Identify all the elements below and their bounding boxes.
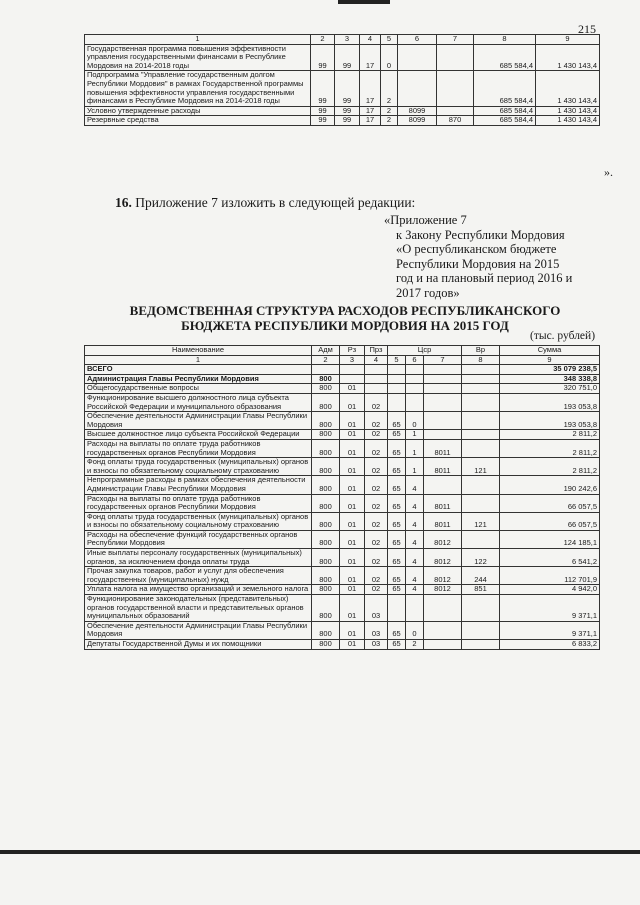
column-number: 4 <box>365 355 388 365</box>
row-csr-3 <box>424 374 462 384</box>
row-csr-3 <box>424 365 462 375</box>
table-row <box>85 494 600 512</box>
row-code: 2 <box>381 116 398 126</box>
table-header-row <box>85 346 600 356</box>
row-sum: 1 430 143,4 <box>536 116 600 126</box>
row-sum: 685 584,4 <box>474 106 536 116</box>
row-code: 870 <box>437 116 474 126</box>
column-number: 1 <box>85 355 312 365</box>
row-prz: 02 <box>365 512 388 530</box>
row-adm: 800 <box>312 412 340 430</box>
row-vr: 122 <box>462 549 500 567</box>
row-code: 99 <box>335 71 360 106</box>
annex-line: 2017 годов» <box>396 285 460 300</box>
row-csr-1: 65 <box>388 585 406 595</box>
header-rz: Рз <box>340 346 365 356</box>
row-vr: 244 <box>462 567 500 585</box>
table-row <box>85 640 600 650</box>
row-name: Фонд оплаты труда государственных (муниципальных) органов и взносы по обязательному социальному страхованию <box>85 512 312 530</box>
row-vr <box>462 365 500 375</box>
row-name: Государственная программа повышения эффективности управления государственными финансами в Республике Мордовия на 2014-2018 годы <box>85 44 311 71</box>
row-csr-1: 65 <box>388 621 406 639</box>
row-adm: 800 <box>312 494 340 512</box>
row-csr-3 <box>424 393 462 411</box>
column-number: 9 <box>536 35 600 45</box>
row-sum: 2 811,2 <box>500 458 600 476</box>
table-row <box>85 44 600 71</box>
column-number: 8 <box>462 355 500 365</box>
row-csr-1 <box>388 365 406 375</box>
row-code: 99 <box>311 71 335 106</box>
column-number: 3 <box>335 35 360 45</box>
annex-line: «Приложение 7 <box>384 213 467 227</box>
row-code <box>437 44 474 71</box>
row-sum: 348 338,8 <box>500 374 600 384</box>
row-sum: 1 430 143,4 <box>536 71 600 106</box>
row-adm: 800 <box>312 458 340 476</box>
row-sum: 1 430 143,4 <box>536 44 600 71</box>
row-code: 8099 <box>398 106 437 116</box>
row-name: Расходы на выплаты по оплате труда работников государственных органов Республики Мордовия <box>85 494 312 512</box>
row-prz: 02 <box>365 567 388 585</box>
row-adm: 800 <box>312 476 340 494</box>
row-vr <box>462 430 500 440</box>
row-sum: 124 185,1 <box>500 530 600 548</box>
table-row <box>85 530 600 548</box>
row-prz: 02 <box>365 585 388 595</box>
header-adm: Адм <box>312 346 340 356</box>
column-number: 4 <box>360 35 381 45</box>
row-rz: 01 <box>340 476 365 494</box>
table-row <box>85 595 600 622</box>
column-number: 7 <box>424 355 462 365</box>
row-adm: 800 <box>312 430 340 440</box>
row-csr-2: 1 <box>406 458 424 476</box>
row-csr-2: 4 <box>406 585 424 595</box>
table-row <box>85 374 600 384</box>
row-adm: 800 <box>312 439 340 457</box>
row-csr-1 <box>388 384 406 394</box>
row-vr: 851 <box>462 585 500 595</box>
row-name: ВСЕГО <box>85 365 312 375</box>
row-sum: 193 053,8 <box>500 412 600 430</box>
row-csr-1 <box>388 393 406 411</box>
row-sum: 190 242,6 <box>500 476 600 494</box>
row-sum: 2 811,2 <box>500 430 600 440</box>
row-adm: 800 <box>312 621 340 639</box>
row-csr-1: 65 <box>388 549 406 567</box>
row-csr-3: 8011 <box>424 494 462 512</box>
departmental-structure-table <box>84 345 600 650</box>
row-csr-1 <box>388 595 406 622</box>
row-csr-2 <box>406 384 424 394</box>
row-vr <box>462 621 500 639</box>
row-csr-3: 8011 <box>424 439 462 457</box>
annex-header <box>384 213 572 301</box>
row-sum: 685 584,4 <box>474 116 536 126</box>
table-row <box>85 412 600 430</box>
scan-artifact <box>0 850 640 854</box>
row-vr <box>462 374 500 384</box>
row-sum: 1 430 143,4 <box>536 106 600 116</box>
row-rz: 01 <box>340 439 365 457</box>
row-csr-2: 4 <box>406 476 424 494</box>
row-rz: 01 <box>340 384 365 394</box>
column-number: 2 <box>311 35 335 45</box>
row-adm: 800 <box>312 530 340 548</box>
row-sum: 9 371,1 <box>500 595 600 622</box>
row-csr-3 <box>424 412 462 430</box>
row-rz: 01 <box>340 494 365 512</box>
page-number: 215 <box>578 22 596 36</box>
row-vr <box>462 494 500 512</box>
row-name: Функционирование высшего должностного лица субъекта Российской Федерации и муниципального образования <box>85 393 312 411</box>
row-name: Обеспечение деятельности Администрации Главы Республики Мордовия <box>85 412 312 430</box>
amendment-number: 16. <box>115 195 132 210</box>
row-rz: 01 <box>340 621 365 639</box>
row-code: 17 <box>360 106 381 116</box>
row-csr-2: 4 <box>406 549 424 567</box>
row-sum: 66 057,5 <box>500 512 600 530</box>
row-prz: 02 <box>365 393 388 411</box>
row-csr-2 <box>406 393 424 411</box>
table-row <box>85 430 600 440</box>
row-sum: 4 942,0 <box>500 585 600 595</box>
title-line: ВЕДОМСТВЕННАЯ СТРУКТУРА РАСХОДОВ РЕСПУБЛИКАНСКОГО <box>129 303 561 318</box>
table-row <box>85 365 600 375</box>
row-prz: 02 <box>365 494 388 512</box>
row-name: Депутаты Государственной Думы и их помощники <box>85 640 312 650</box>
row-name: Резервные средства <box>85 116 311 126</box>
annex-line: «О республиканском бюджете <box>396 242 557 257</box>
row-code: 99 <box>335 116 360 126</box>
row-name: Фонд оплаты труда государственных (муниципальных) органов и взносы по обязательному социальному страхованию <box>85 458 312 476</box>
row-csr-2: 4 <box>406 512 424 530</box>
header-vr: Вр <box>462 346 500 356</box>
header-csr: Цср <box>388 346 462 356</box>
row-name: Уплата налога на имущество организаций и земельного налога <box>85 585 312 595</box>
row-csr-2: 0 <box>406 412 424 430</box>
row-name: Высшее должностное лицо субъекта Российской Федерации <box>85 430 312 440</box>
row-prz: 03 <box>365 595 388 622</box>
row-vr <box>462 476 500 494</box>
row-code: 2 <box>381 106 398 116</box>
row-csr-2 <box>406 374 424 384</box>
row-name: Непрограммные расходы в рамках обеспечения деятельности Администрации Главы Республики Мордовия <box>85 476 312 494</box>
table-row <box>85 439 600 457</box>
row-rz: 01 <box>340 393 365 411</box>
column-number: 7 <box>437 35 474 45</box>
amendment-text: Приложение 7 изложить в следующей редакции: <box>135 195 416 210</box>
row-code: 17 <box>360 71 381 106</box>
closing-quote: ». <box>604 165 613 179</box>
row-code <box>398 44 437 71</box>
header-sum: Сумма <box>500 346 600 356</box>
row-code: 99 <box>311 44 335 71</box>
row-csr-1 <box>388 374 406 384</box>
column-number-row <box>85 355 600 365</box>
column-number: 6 <box>406 355 424 365</box>
row-adm: 800 <box>312 595 340 622</box>
row-sum: 685 584,4 <box>474 71 536 106</box>
row-adm: 800 <box>312 384 340 394</box>
row-vr <box>462 412 500 430</box>
table-row <box>85 458 600 476</box>
table-header-row <box>85 35 600 45</box>
row-csr-3 <box>424 430 462 440</box>
row-vr <box>462 384 500 394</box>
row-sum: 320 751,0 <box>500 384 600 394</box>
title-line: БЮДЖЕТА РЕСПУБЛИКИ МОРДОВИЯ НА 2015 ГОД <box>181 318 509 333</box>
row-name: Администрация Главы Республики Мордовия <box>85 374 312 384</box>
annex-line: Республики Мордовия на 2015 <box>396 256 560 271</box>
row-name: Прочая закупка товаров, работ и услуг для обеспечения государственных (муниципальных) нужд <box>85 567 312 585</box>
row-sum: 35 079 238,5 <box>500 365 600 375</box>
row-rz: 01 <box>340 430 365 440</box>
row-name: Общегосударственные вопросы <box>85 384 312 394</box>
row-code: 0 <box>381 44 398 71</box>
row-adm: 800 <box>312 640 340 650</box>
row-csr-3 <box>424 640 462 650</box>
column-number: 6 <box>398 35 437 45</box>
row-csr-2: 4 <box>406 530 424 548</box>
row-csr-1: 65 <box>388 430 406 440</box>
row-prz: 03 <box>365 640 388 650</box>
row-csr-3: 8012 <box>424 530 462 548</box>
row-sum: 193 053,8 <box>500 393 600 411</box>
table-row <box>85 393 600 411</box>
row-rz: 01 <box>340 595 365 622</box>
row-rz: 01 <box>340 640 365 650</box>
row-code: 17 <box>360 44 381 71</box>
row-csr-1: 65 <box>388 439 406 457</box>
row-csr-1: 65 <box>388 512 406 530</box>
table-row <box>85 384 600 394</box>
row-csr-1: 65 <box>388 412 406 430</box>
row-adm: 800 <box>312 567 340 585</box>
row-prz: 02 <box>365 530 388 548</box>
row-name: Функционирование законодательных (представительных) органов государственной власти и представительных органов муниципальных образований <box>85 595 312 622</box>
table-row <box>85 512 600 530</box>
row-csr-1: 65 <box>388 458 406 476</box>
row-adm <box>312 365 340 375</box>
row-vr <box>462 530 500 548</box>
row-sum: 112 701,9 <box>500 567 600 585</box>
row-csr-1: 65 <box>388 494 406 512</box>
row-code: 99 <box>311 106 335 116</box>
header-prz: Прз <box>365 346 388 356</box>
row-sum: 9 371,1 <box>500 621 600 639</box>
row-sum: 6 833,2 <box>500 640 600 650</box>
row-name: Подпрограмма "Управление государственным долгом Республики Мордовия" в рамках Государственной программы повышения эффективности управления государственными финансами в Республике Мордовия на 2014-2018 годы <box>85 71 311 106</box>
row-name: Расходы на обеспечение функций государственных органов Республики Мордовия <box>85 530 312 548</box>
row-rz <box>340 374 365 384</box>
table-row <box>85 106 600 116</box>
column-number: 5 <box>388 355 406 365</box>
column-number: 9 <box>500 355 600 365</box>
row-code: 2 <box>381 71 398 106</box>
row-code <box>398 71 437 106</box>
column-number: 3 <box>340 355 365 365</box>
row-prz: 02 <box>365 439 388 457</box>
row-vr: 121 <box>462 458 500 476</box>
annex-line: к Закону Республики Мордовия <box>396 227 565 242</box>
amendment-line <box>115 195 415 211</box>
units-label: (тыс. рублей) <box>530 330 596 342</box>
table-row <box>85 585 600 595</box>
row-sum: 66 057,5 <box>500 494 600 512</box>
table-row <box>85 476 600 494</box>
row-name: Иные выплаты персоналу государственных (муниципальных) органов, за исключением фонда оплаты труда <box>85 549 312 567</box>
row-name: Условно утвержденные расходы <box>85 106 311 116</box>
row-rz: 01 <box>340 458 365 476</box>
row-csr-3: 8012 <box>424 585 462 595</box>
table-row <box>85 567 600 585</box>
row-vr <box>462 439 500 457</box>
annex-line: год и на плановый период 2016 и <box>396 271 573 286</box>
row-adm: 800 <box>312 393 340 411</box>
row-csr-1: 65 <box>388 567 406 585</box>
row-vr <box>462 595 500 622</box>
row-csr-3: 8011 <box>424 458 462 476</box>
row-csr-1: 65 <box>388 640 406 650</box>
row-prz: 02 <box>365 412 388 430</box>
row-rz: 01 <box>340 585 365 595</box>
row-name: Расходы на выплаты по оплате труда работников государственных органов Республики Мордовия <box>85 439 312 457</box>
row-csr-2: 0 <box>406 621 424 639</box>
row-prz <box>365 384 388 394</box>
row-csr-2: 2 <box>406 640 424 650</box>
row-code: 99 <box>335 44 360 71</box>
row-adm: 800 <box>312 512 340 530</box>
row-prz: 02 <box>365 476 388 494</box>
table-row <box>85 116 600 126</box>
row-csr-2: 4 <box>406 494 424 512</box>
row-csr-3 <box>424 621 462 639</box>
row-csr-1: 65 <box>388 476 406 494</box>
table-row <box>85 621 600 639</box>
row-prz: 03 <box>365 621 388 639</box>
row-name: Обеспечение деятельности Администрации Главы Республики Мордовия <box>85 621 312 639</box>
row-csr-3 <box>424 595 462 622</box>
previous-annex-table <box>84 34 600 126</box>
row-sum: 6 541,2 <box>500 549 600 567</box>
table-row <box>85 549 600 567</box>
row-csr-2: 1 <box>406 430 424 440</box>
header-name: Наименование <box>85 346 312 356</box>
row-prz <box>365 365 388 375</box>
column-number: 1 <box>85 35 311 45</box>
row-code: 99 <box>335 106 360 116</box>
row-prz <box>365 374 388 384</box>
row-rz: 01 <box>340 567 365 585</box>
column-number: 8 <box>474 35 536 45</box>
row-rz <box>340 365 365 375</box>
row-vr <box>462 640 500 650</box>
row-code <box>437 106 474 116</box>
row-csr-3 <box>424 476 462 494</box>
scan-artifact <box>338 0 390 4</box>
document-title <box>110 303 580 333</box>
table-row <box>85 71 600 106</box>
row-adm: 800 <box>312 549 340 567</box>
row-adm: 800 <box>312 585 340 595</box>
row-adm: 800 <box>312 374 340 384</box>
row-vr <box>462 393 500 411</box>
row-prz: 02 <box>365 549 388 567</box>
row-prz: 02 <box>365 458 388 476</box>
row-vr: 121 <box>462 512 500 530</box>
row-code: 8099 <box>398 116 437 126</box>
row-csr-1: 65 <box>388 530 406 548</box>
row-code: 17 <box>360 116 381 126</box>
row-rz: 01 <box>340 412 365 430</box>
row-csr-3 <box>424 384 462 394</box>
row-csr-3: 8011 <box>424 512 462 530</box>
row-code <box>437 71 474 106</box>
row-rz: 01 <box>340 549 365 567</box>
row-csr-3: 8012 <box>424 549 462 567</box>
row-csr-2: 4 <box>406 567 424 585</box>
column-number: 2 <box>312 355 340 365</box>
row-csr-2 <box>406 595 424 622</box>
row-csr-3: 8012 <box>424 567 462 585</box>
row-sum: 2 811,2 <box>500 439 600 457</box>
row-sum: 685 584,4 <box>474 44 536 71</box>
row-prz: 02 <box>365 430 388 440</box>
row-csr-2: 1 <box>406 439 424 457</box>
row-code: 99 <box>311 116 335 126</box>
row-rz: 01 <box>340 512 365 530</box>
row-rz: 01 <box>340 530 365 548</box>
column-number: 5 <box>381 35 398 45</box>
row-csr-2 <box>406 365 424 375</box>
